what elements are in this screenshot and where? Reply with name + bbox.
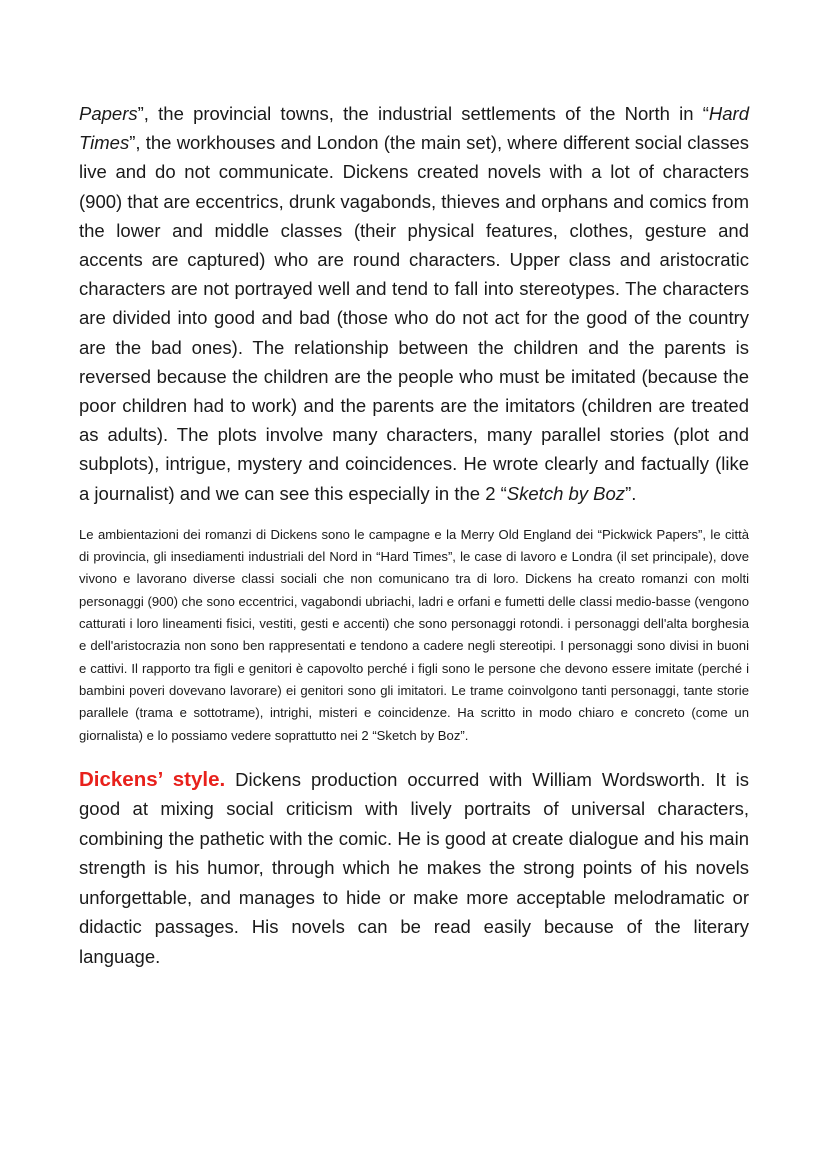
section-heading-dickens-style: Dickens’ style. bbox=[79, 767, 226, 791]
italic-title-pickwick-papers: Papers bbox=[79, 103, 138, 124]
document-page bbox=[79, 99, 749, 971]
text-segment: ”, the provincial towns, the industrial settlements of the North in “ bbox=[137, 103, 709, 124]
italic-title-hard-times: Hard Times bbox=[79, 103, 749, 154]
text-segment: ”. bbox=[625, 482, 637, 504]
section-body: Dickens production occurred with William Wordsworth. It is good at mixing social criticism with lively portraits of universal characters, combining the pathetic with the comic. He is good at create dialogue and his main strength is his humor, through which he makes the strong points of his novels unforgettable, and manages to hide or make more acceptable melodramatic or didactic passages. His novels can be read easily because of the literary language. bbox=[79, 768, 749, 967]
italian-translation-paragraph: Le ambientazioni dei romanzi di Dickens sono le campagne e la Merry Old England dei “Pickwick Papers”, le città di provincia, gli insediamenti industriali del Nord in “Hard Times”, le case di lavoro e Londra (il set principale), dove vivono e lavorano diverse classi sociali che non comunicano tra di loro. Dickens ha creato romanzi con molti personaggi (900) che sono eccentrici, vagabondi ubriachi, ladri e orfani e fumetti delle classi medio-basse (vengono catturati i loro lineamenti fisici, vestiti, gesti e accenti) che sono personaggi rotondi. i personaggi dell'alta borghesia e dell'aristocrazia non sono ben rappresentati e tendono a cadere negli stereotipi. I personaggi sono divisi in buoni e cattivi. Il rapporto tra figli e genitori è capovolto perché i figli sono le persone che devono essere imitate (perché i bambini poveri dovevano lavorare) ei genitori sono gli imitatori. Le trame coinvolgono tanti personaggi, tante storie parallele (trama e sottotrame), intrighi, misteri e coincidenze. Ha scritto in modo chiaro e concreto (come un giornalista) e lo possiamo vedere soprattutto nei 2 “Sketch by Boz”. bbox=[79, 526, 749, 743]
italic-title-sketch-by-boz: Sketch by Boz bbox=[506, 482, 626, 504]
text-segment: ”, the workhouses and London (the main set), where different social classes live and do not communicate. Dickens created novels with a lot of characters (900) that are eccentrics, drunk vagabonds, thieves and orphans and comics from the lower and middle classes (their physical features, clothes, gesture and accents are captured) who are round characters. Upper class and aristocratic characters are not portrayed well and tend to fall into stereotypes. The characters are divided into good and bad (those who do not act for the good of the country are the bad ones). The relationship between the children and the parents is reversed because the children are the people who must be imitated (because the poor children had to work) and the parents are the imitators (children are treated as adults). The plots involve many characters, many parallel stories (plot and subplots), intrigue, mystery and coincidences. He wrote clearly and factually (like a journalist) and we can see this especially in the 2 “ bbox=[79, 132, 749, 504]
english-summary-paragraph bbox=[79, 99, 749, 508]
dickens-style-paragraph bbox=[79, 765, 749, 972]
